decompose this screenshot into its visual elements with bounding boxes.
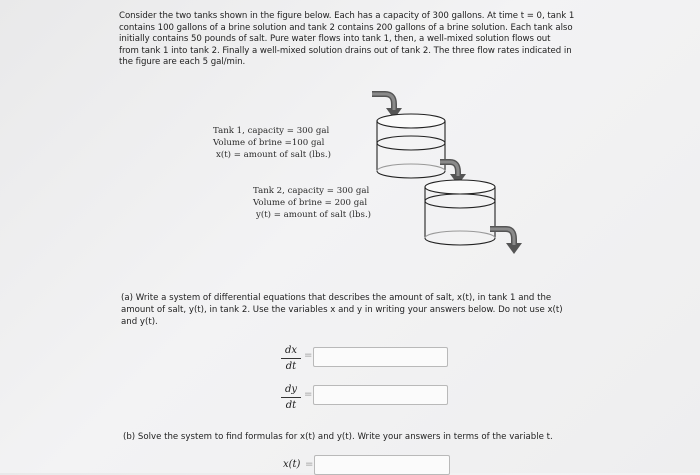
tank1-volume-label: Volume of brine =100 gal (213, 138, 325, 148)
intro-line: Consider the two tanks shown in the figure below. Each has a capacity of 300 gallons. At time t = 0, tank 1 (119, 11, 575, 21)
dxdt-fraction (281, 344, 301, 373)
dydt-answer-input[interactable] (313, 385, 448, 405)
tank2-volume-label: Volume of brine = 200 gal (253, 198, 368, 208)
intro-line: from tank 1 into tank 2. Finally a well-mixed solution drains out of tank 2. The three flow rates indicated in (119, 45, 572, 56)
intro-line: contains 100 gallons of a brine solution and tank 2 contains 200 gallons of a brine solution. Each tank also (119, 22, 573, 33)
dydt-denominator: dt (285, 400, 297, 411)
dydt-equals: = (304, 389, 313, 400)
tank1-capacity-label: Tank 1, capacity = 300 gal (213, 126, 330, 136)
tank2-salt-label: y(t) = amount of salt (lbs.) (256, 210, 372, 220)
xt-equals: = (305, 459, 314, 470)
part-a-line: and y(t). (121, 317, 158, 327)
part-a-line: (a) Write a system of differential equations that describes the amount of salt, x(t), in tank 1 and the (121, 293, 552, 303)
dydt-numerator: dy (284, 384, 298, 395)
dxdt-denominator: dt (285, 361, 297, 372)
part-a-prompt (121, 292, 621, 328)
xt-answer-input[interactable] (314, 455, 450, 475)
tank1-salt-label: x(t) = amount of salt (lbs.) (216, 150, 332, 160)
part-b-prompt: (b) Solve the system to find formulas for x(t) and y(t). Write your answers in terms of the variable t. (123, 432, 553, 442)
dxdt-numerator: dx (284, 345, 298, 356)
intro-line: the figure are each 5 gal/min. (119, 57, 246, 68)
xt-label: x(t) (283, 459, 301, 470)
tank2-capacity-label: Tank 2, capacity = 300 gal (253, 186, 370, 196)
dxdt-answer-input[interactable] (313, 347, 448, 367)
dxdt-equals: = (304, 350, 313, 361)
part-a-line: amount of salt, y(t), in tank 2. Use the variables x and y in writing your answers below. Do not use x(t) (121, 305, 563, 315)
tank-2 (425, 180, 495, 245)
dydt-fraction (281, 383, 301, 412)
intro-line: initially contains 50 pounds of salt. Pure water flows into tank 1, then, a well-mixed solution flows out (119, 34, 551, 45)
tank-1 (377, 114, 445, 178)
